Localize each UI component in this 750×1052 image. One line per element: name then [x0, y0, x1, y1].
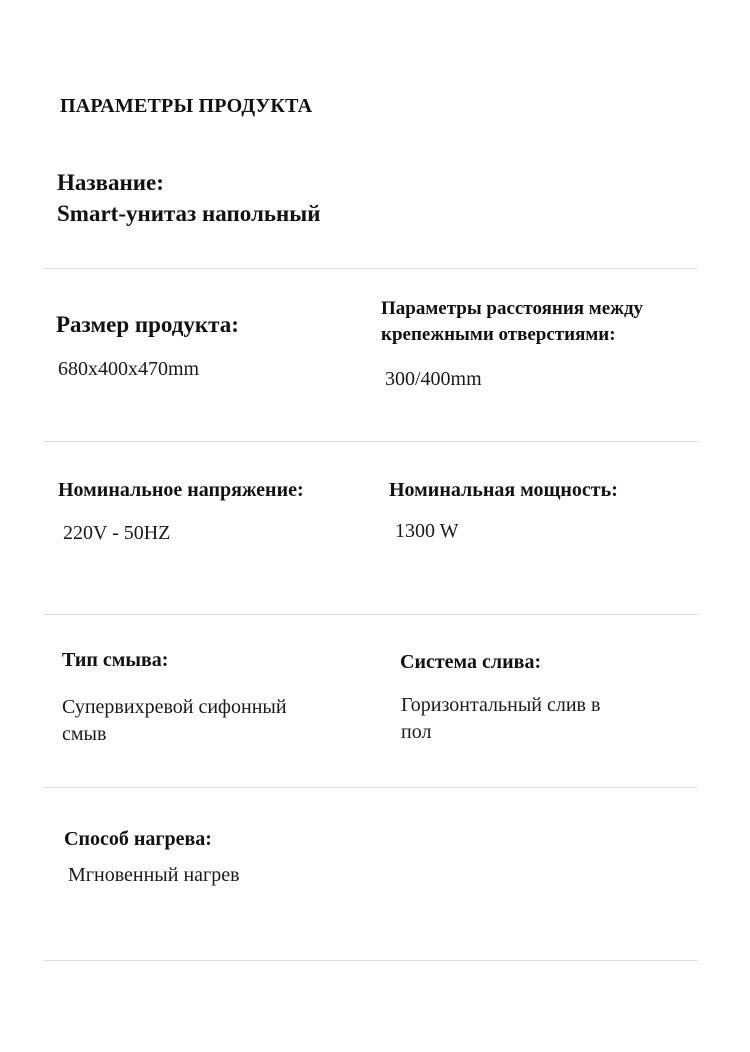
drain-system-value-line2: пол [401, 721, 432, 743]
drain-system-label: Система слива: [400, 651, 542, 673]
product-name-value: Smart-унитаз напольный [57, 201, 321, 226]
product-name-label: Название: [57, 170, 164, 195]
drain-system-value-line1: Горизонтальный слив в [401, 694, 601, 716]
size-label: Размер продукта: [56, 312, 239, 337]
mounting-label-line1: Параметры расстояния между [381, 298, 644, 319]
section-divider [44, 960, 698, 961]
voltage-label: Номинальное напряжение: [58, 479, 304, 501]
size-value: 680x400x470mm [58, 358, 200, 380]
mounting-value: 300/400mm [385, 368, 482, 390]
flush-type-value-line1: Супервихревой сифонный [62, 696, 287, 718]
section-divider [44, 614, 698, 615]
section-divider [44, 268, 698, 269]
mounting-label-line2: крепежными отверстиями: [381, 324, 616, 345]
page-title: ПАРАМЕТРЫ ПРОДУКТА [60, 95, 313, 117]
flush-type-value-line2: смыв [62, 723, 107, 745]
section-divider [44, 787, 698, 788]
flush-type-label: Тип смыва: [62, 649, 169, 671]
heating-method-label: Способ нагрева: [64, 828, 212, 850]
section-divider [44, 441, 698, 442]
power-label: Номинальная мощность: [389, 479, 618, 501]
voltage-value: 220V - 50HZ [63, 522, 171, 544]
power-value: 1300 W [395, 520, 459, 542]
heating-method-value: Мгновенный нагрев [68, 864, 240, 886]
